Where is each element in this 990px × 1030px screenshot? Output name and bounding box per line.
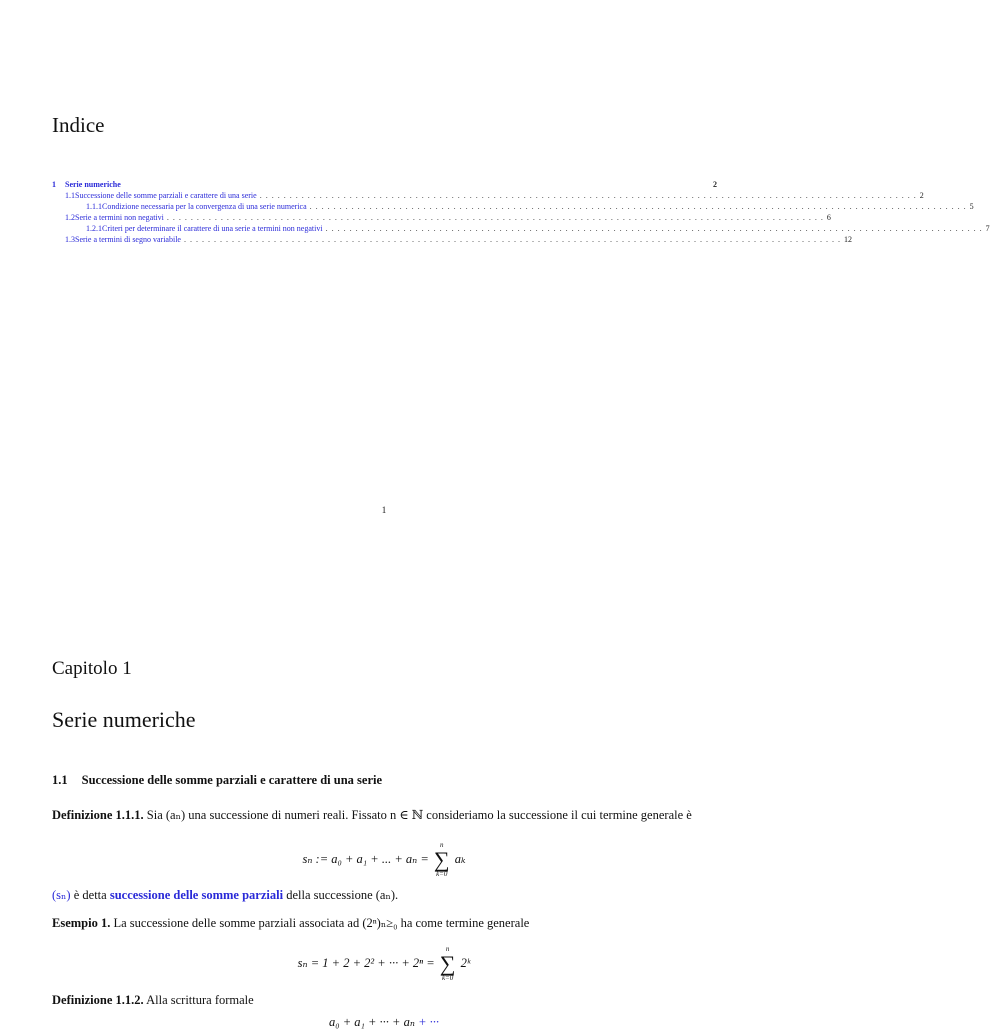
toc-leader: . . . . . . . . . . . . . . . . . . . . . . . . . . . . . . . . . . . . . . . . . . . . . . . . . . . . . . . . . . . . . . . . . . . . . . . . . . . . . . . . . . . . . . . . . . . . . . . . . . . . . . . . . . . . . . xyxy=(309,202,967,211)
toc-entry-1[interactable] xyxy=(52,180,717,189)
toc-entry-page: 6 xyxy=(826,213,831,222)
series-formula-tail[interactable]: + ··· xyxy=(418,1015,439,1029)
example-label: Esempio 1. xyxy=(52,916,111,930)
toc-leader: . . . . . . . . . . . . . . . . . . . . . . . . . . . . . . . . . . . . . . . . . . . . . . . . . . . . . . . . . . . . . . . . . . . . . . . . . . . . . . . . . . . . . . . . . . . . . . . . . . . . . . . . . . . . . . xyxy=(259,191,917,200)
sum-lower-limit: k=0 xyxy=(436,870,448,878)
summation-symbol xyxy=(434,842,450,878)
series-formula: a₀ + a₁ + ··· + aₙ xyxy=(329,1015,415,1029)
definition-label: Definizione 1.1.2. xyxy=(52,993,144,1007)
summation-symbol xyxy=(440,946,456,982)
page-number: 1 xyxy=(381,505,387,515)
toc-entry-number: 1.3 xyxy=(65,235,75,244)
toc-leader xyxy=(121,180,713,189)
partial-sums-term[interactable]: successione delle somme parziali xyxy=(109,888,284,902)
example-1 xyxy=(52,913,717,934)
toc-leader: . . . . . . . . . . . . . . . . . . . . . . . . . . . . . . . . . . . . . . . . . . . . . . . . . . . . . . . . . . . . . . . . . . . . . . . . . . . . . . . . . . . . . . . . . . . . . . . . . . . . . . . . . . . . . . xyxy=(183,235,841,244)
definition-label: Definizione 1.1.1. xyxy=(52,808,144,822)
sigma-glyph: ∑ xyxy=(433,847,450,872)
sentence-end: della successione (aₙ). xyxy=(283,888,399,902)
toc-entry-title: Condizione necessaria per la convergenza di una serie numerica xyxy=(102,202,307,211)
formula-example xyxy=(0,946,768,982)
sigma-glyph: ∑ xyxy=(439,951,456,976)
toc-entry-1-1-1[interactable] xyxy=(52,202,974,211)
toc-entry-title: Serie a termini non negativi xyxy=(75,213,164,222)
toc-entry-page: 5 xyxy=(969,202,974,211)
definition-1 xyxy=(52,805,717,826)
section-number: 1.1 xyxy=(52,773,68,787)
sum-upper-limit: n xyxy=(439,841,444,849)
definition-2 xyxy=(52,990,717,1011)
sum-upper-limit: n xyxy=(445,945,450,953)
toc-entry-page: 7 xyxy=(985,224,990,233)
definition-text: Alla scrittura formale xyxy=(146,993,254,1007)
formula-lhs: sₙ = 1 + 2 + 2² + ··· + 2ⁿ = xyxy=(297,955,435,970)
toc-entry-1-1[interactable] xyxy=(52,191,924,200)
formula-lhs: sₙ := a₀ + a₁ + ... + aₙ = xyxy=(302,851,429,866)
index-heading: Indice xyxy=(52,113,105,137)
table-of-contents xyxy=(52,180,990,250)
partial-sums-sentence xyxy=(52,885,717,906)
toc-entry-page: 2 xyxy=(919,191,924,200)
toc-entry-page: 2 xyxy=(713,180,717,189)
sum-lower-limit: k=0 xyxy=(441,974,454,982)
formula-series xyxy=(0,1014,768,1030)
formula-rhs: aₖ xyxy=(454,851,466,866)
section-heading xyxy=(52,773,382,788)
example-text: La successione delle somme parziali associata ad (2ⁿ)ₙ≥₀ ha come termine generale xyxy=(113,916,530,930)
toc-entry-title: Successione delle somme parziali e carattere di una serie xyxy=(75,191,257,200)
toc-leader: . . . . . . . . . . . . . . . . . . . . . . . . . . . . . . . . . . . . . . . . . . . . . . . . . . . . . . . . . . . . . . . . . . . . . . . . . . . . . . . . . . . . . . . . . . . . . . . . . . . . . . . . . . . . . . xyxy=(325,224,983,233)
partial-sums-symbol[interactable]: (sₙ) xyxy=(52,888,71,902)
definition-text: Sia (aₙ) una successione di numeri reali. Fissato n ∈ ℕ consideriamo la successione il cui termine generale è xyxy=(146,808,692,822)
toc-entry-title: Criteri per determinare il carattere di una serie a termini non negativi xyxy=(102,224,323,233)
toc-entry-number: 1.1 xyxy=(65,191,75,200)
toc-entry-title: Serie numeriche xyxy=(65,180,121,189)
toc-entry-1-2-1[interactable] xyxy=(52,224,990,233)
formula-rhs: 2ᵏ xyxy=(460,955,471,970)
chapter-label: Capitolo 1 xyxy=(52,658,132,679)
toc-entry-title: Serie a termini di segno variabile xyxy=(75,235,181,244)
toc-entry-number: 1.2.1 xyxy=(86,224,102,233)
chapter-title: Serie numeriche xyxy=(52,707,196,732)
section-title: Successione delle somme parziali e carattere di una serie xyxy=(81,773,383,787)
toc-entry-number: 1.2 xyxy=(65,213,75,222)
toc-entry-1-3[interactable] xyxy=(52,235,852,244)
toc-entry-number: 1 xyxy=(52,180,56,189)
sentence-middle: è detta xyxy=(70,888,110,902)
toc-entry-page: 12 xyxy=(843,235,852,244)
toc-entry-1-2[interactable] xyxy=(52,213,831,222)
formula-partial-sums xyxy=(0,842,768,878)
toc-leader: . . . . . . . . . . . . . . . . . . . . . . . . . . . . . . . . . . . . . . . . . . . . . . . . . . . . . . . . . . . . . . . . . . . . . . . . . . . . . . . . . . . . . . . . . . . . . . . . . . . . . . . . . . . . . . xyxy=(166,213,824,222)
toc-entry-number: 1.1.1 xyxy=(86,202,102,211)
